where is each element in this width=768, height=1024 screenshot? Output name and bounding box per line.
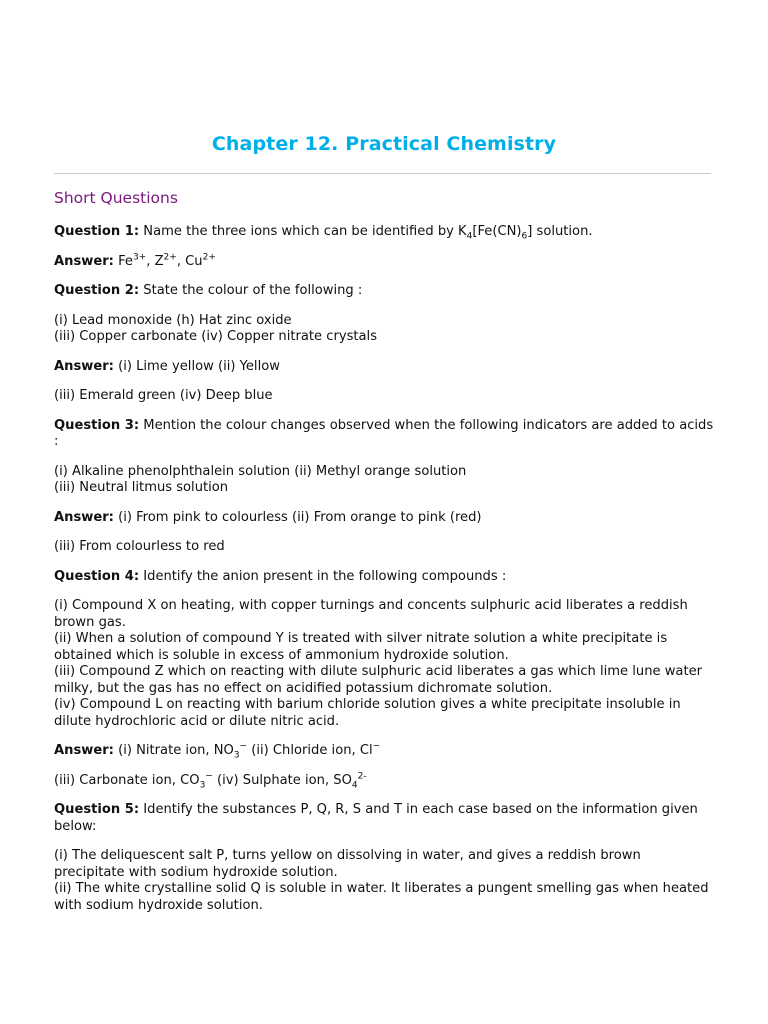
question-text: Name the three ions which can be identified by K [139, 224, 467, 239]
question-label: Question 4: [54, 568, 140, 584]
question-4 [54, 569, 714, 586]
answer-3-continued: (iii) From colourless to red [54, 539, 225, 554]
answer-label: Answer: [54, 253, 114, 269]
answer-text: (iii) Carbonate ion, CO [54, 772, 200, 788]
option-line: (ii) When a solution of compound Y is treated with silver nitrate solution a white precipitate is obtained which is soluble in excess of ammonium hydroxide solution. [54, 631, 668, 663]
option-line: (i) Alkaline phenolphthalein solution (ii) Methyl orange solution [54, 463, 467, 479]
superscript: 2- [357, 771, 367, 782]
question-label: Question 1: [54, 224, 140, 239]
question-2 [54, 283, 714, 300]
question-label: Question 5: [54, 802, 140, 817]
answer-text: (i) From pink to colourless (ii) From orange to pink (red) [113, 509, 482, 525]
option-line: (i) Compound X on heating, with copper turnings and concents sulphuric acid liberates a reddish brown gas. [54, 598, 688, 630]
option-line: (iii) Neutral litmus solution [54, 480, 229, 495]
subscript: 3 [199, 780, 206, 791]
questions-content [54, 224, 714, 927]
question-text: State the colour of the following : [139, 283, 363, 298]
answer-label: Answer: [54, 358, 114, 374]
answer-text: (iv) Sulphate ion, SO [212, 772, 352, 788]
superscript: 3+ [132, 252, 147, 263]
question-label: Question 3: [54, 417, 140, 433]
chapter-title: Chapter 12. Practical Chemistry [211, 133, 557, 155]
answer-text: (i) Lime yellow (ii) Yellow [113, 358, 280, 374]
answer-text: (ii) Chloride ion, Cl [247, 743, 373, 758]
question-text: Mention the colour changes observed when the following indicators are added to acids : [54, 417, 714, 449]
answer-2-continued: (iii) Emerald green (iv) Deep blue [54, 388, 273, 403]
subscript: 4 [466, 231, 473, 242]
question-5-options [54, 848, 714, 914]
answer-2 [54, 359, 714, 376]
superscript: − [205, 771, 213, 782]
question-text: ] solution. [527, 224, 593, 239]
question-text: [Fe(CN) [472, 224, 522, 239]
answer-label: Answer: [54, 509, 114, 525]
question-text: Identify the anion present in the following compounds : [139, 568, 507, 584]
answer-3 [54, 510, 714, 527]
answer-text: Fe [113, 253, 133, 269]
question-4-options [54, 598, 714, 730]
option-line: (iv) Compound L on reacting with barium chloride solution gives a white precipitate insoluble in dilute hydrochloric acid or dilute nitric acid. [54, 697, 681, 729]
superscript: 2+ [163, 252, 177, 263]
question-3 [54, 418, 714, 451]
answer-1 [54, 254, 714, 271]
answer-4-continued [54, 773, 714, 790]
answer-text: , Z [146, 253, 164, 269]
question-3-options [54, 464, 714, 497]
superscript: − [372, 741, 381, 752]
question-5 [54, 802, 714, 835]
answer-4 [54, 743, 714, 760]
option-line: (ii) The white crystalline solid Q is soluble in water. It liberates a pungent smelling gas when heated with sodium hydroxide solution. [54, 881, 709, 913]
superscript: − [239, 741, 248, 752]
option-line: (i) The deliquescent salt P, turns yellow on dissolving in water, and gives a reddish brown precipitate with sodium hydroxide solution. [54, 848, 641, 880]
title-divider [54, 173, 711, 174]
answer-text: , Cu [176, 253, 203, 269]
answer-label: Answer: [54, 743, 114, 758]
option-line: (iii) Compound Z which on reacting with dilute sulphuric acid liberates a gas which lime lune water milky, but the gas has no effect on acidified potassium dichromate solution. [54, 664, 703, 696]
superscript: 2+ [202, 252, 216, 263]
subscript: 3 [233, 750, 240, 761]
option-line: (iii) Copper carbonate (iv) Copper nitrate crystals [54, 329, 378, 344]
question-2-options [54, 313, 714, 346]
question-1 [54, 224, 714, 241]
subscript: 4 [351, 780, 358, 791]
question-text: Identify the substances P, Q, R, S and T in each case based on the information given below: [54, 802, 698, 834]
section-heading: Short Questions [54, 189, 178, 207]
option-line: (i) Lead monoxide (h) Hat zinc oxide [54, 312, 292, 328]
answer-text: (i) Nitrate ion, NO [113, 743, 234, 758]
question-label: Question 2: [54, 283, 140, 298]
subscript: 6 [521, 231, 528, 242]
